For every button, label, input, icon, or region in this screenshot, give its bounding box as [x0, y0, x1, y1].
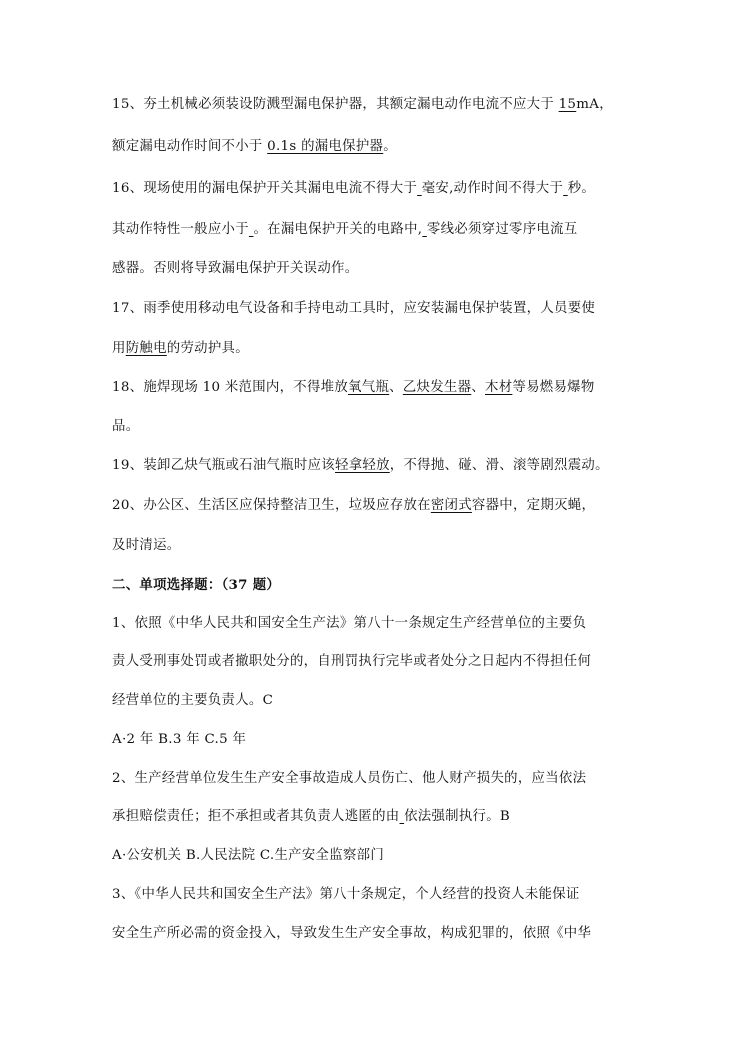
text-line [112, 653, 642, 671]
text-segment: 的劳动护具。 [166, 341, 249, 356]
text-segment: 承担赔偿责任；拒不承担或者其负责人逃匿的由 [112, 809, 400, 824]
text-segment: 19、装卸乙炔气瓶或石油气瓶时应该 [112, 458, 335, 473]
text-line [112, 731, 642, 749]
text-line [112, 457, 642, 475]
text-segment: ，不得抛、碰、滑、滚等剧烈震动。 [389, 458, 609, 473]
text-line [112, 300, 642, 318]
underlined-answer: 防触电 [125, 341, 167, 356]
text-segment: 其动作特性一般应小于 [112, 222, 249, 237]
text-line [112, 925, 642, 943]
text-segment: 。在漏电保护开关的电路中, [253, 222, 423, 237]
text-segment: 毫安,动作时间不得大于 [421, 181, 564, 196]
text-line [112, 340, 642, 358]
text-segment: 责人受刑事处罚或者撤职处分的，自刑罚执行完毕或者处分之日起内不得担任何 [112, 654, 592, 669]
text-line [112, 379, 642, 397]
text-segment: 感器。否则将导致漏电保护开关误动作。 [112, 261, 359, 276]
underlined-answer: 氧气瓶 [348, 380, 390, 395]
text-line [112, 138, 642, 156]
text-segment: 容器中，定期灭蝇， [471, 498, 596, 513]
text-line [112, 497, 642, 515]
text-line [112, 808, 642, 826]
underlined-answer: 15 [558, 97, 577, 112]
text-segment: 15、夯土机械必须装设防溅型漏电保护器，其额定漏电动作电流不应大于 [112, 97, 559, 112]
underlined-answer: 0.1s 的漏电保护器 [267, 139, 384, 154]
text-line [112, 692, 642, 710]
text-line [112, 770, 642, 788]
text-segment: 经营单位的主要负责人。C [112, 693, 274, 708]
underlined-answer: 密闭式 [430, 498, 472, 513]
text-segment: 16、现场使用的漏电保护开关其漏电电流不得大于 [112, 181, 418, 196]
text-segment: 2、生产经营单位发生生产安全事故造成人员伤亡、他人财产损失的，应当依法 [112, 771, 587, 786]
text-line [112, 260, 642, 278]
text-line [112, 615, 642, 633]
text-line [112, 96, 642, 114]
text-segment: 、 [389, 380, 403, 395]
text-segment: 额定漏电动作时间不小于 [112, 139, 268, 154]
text-line [112, 847, 642, 865]
text-segment: 3、《中华人民共和国安全生产法》第八十条规定，个人经营的投资人未能保证 [112, 887, 580, 902]
text-segment: 秒。 [567, 181, 596, 196]
text-segment: 及时清运。 [112, 538, 181, 553]
underlined-answer: 轻拿轻放 [335, 458, 390, 473]
text-segment: A·2 年 B.3 年 C.5 年 [112, 732, 247, 747]
text-segment: 品。 [112, 419, 140, 434]
text-segment: 零线必须穿过零序电流互 [426, 222, 578, 237]
text-segment: mA， [576, 97, 613, 112]
text-segment: 18、施焊现场 10 米范围内，不得堆放 [112, 380, 349, 395]
text-line [112, 418, 642, 436]
section-heading [112, 576, 642, 594]
text-line [112, 886, 642, 904]
text-segment: 等易燃易爆物 [512, 380, 595, 395]
text-segment: 17、雨季使用移动电气设备和手持电动工具时，应安装漏电保护装置，人员要使 [112, 301, 596, 316]
text-segment: 用 [112, 341, 126, 356]
text-segment: 。 [383, 139, 397, 154]
text-segment: 安全生产所必需的资金投入，导致发生生产安全事故，构成犯罪的，依照《中华 [112, 926, 592, 941]
text-segment: 1、依照《中华人民共和国安全生产法》第八十一条规定生产经营单位的主要负 [112, 616, 587, 631]
text-segment: 20、办公区、生活区应保持整洁卫生，垃圾应存放在 [112, 498, 431, 513]
text-segment: 依法强制执行。B [404, 809, 511, 824]
text-line [112, 221, 642, 239]
text-segment: 二、单项选择题：（37 题） [112, 577, 281, 593]
underlined-answer: 木材 [485, 380, 513, 395]
underlined-answer: 乙炔发生器 [402, 380, 472, 395]
text-line [112, 537, 642, 555]
text-line [112, 180, 642, 198]
text-segment: A·公安机关 B.人民法院 C.生产安全监察部门 [112, 848, 385, 863]
text-segment: 、 [471, 380, 485, 395]
